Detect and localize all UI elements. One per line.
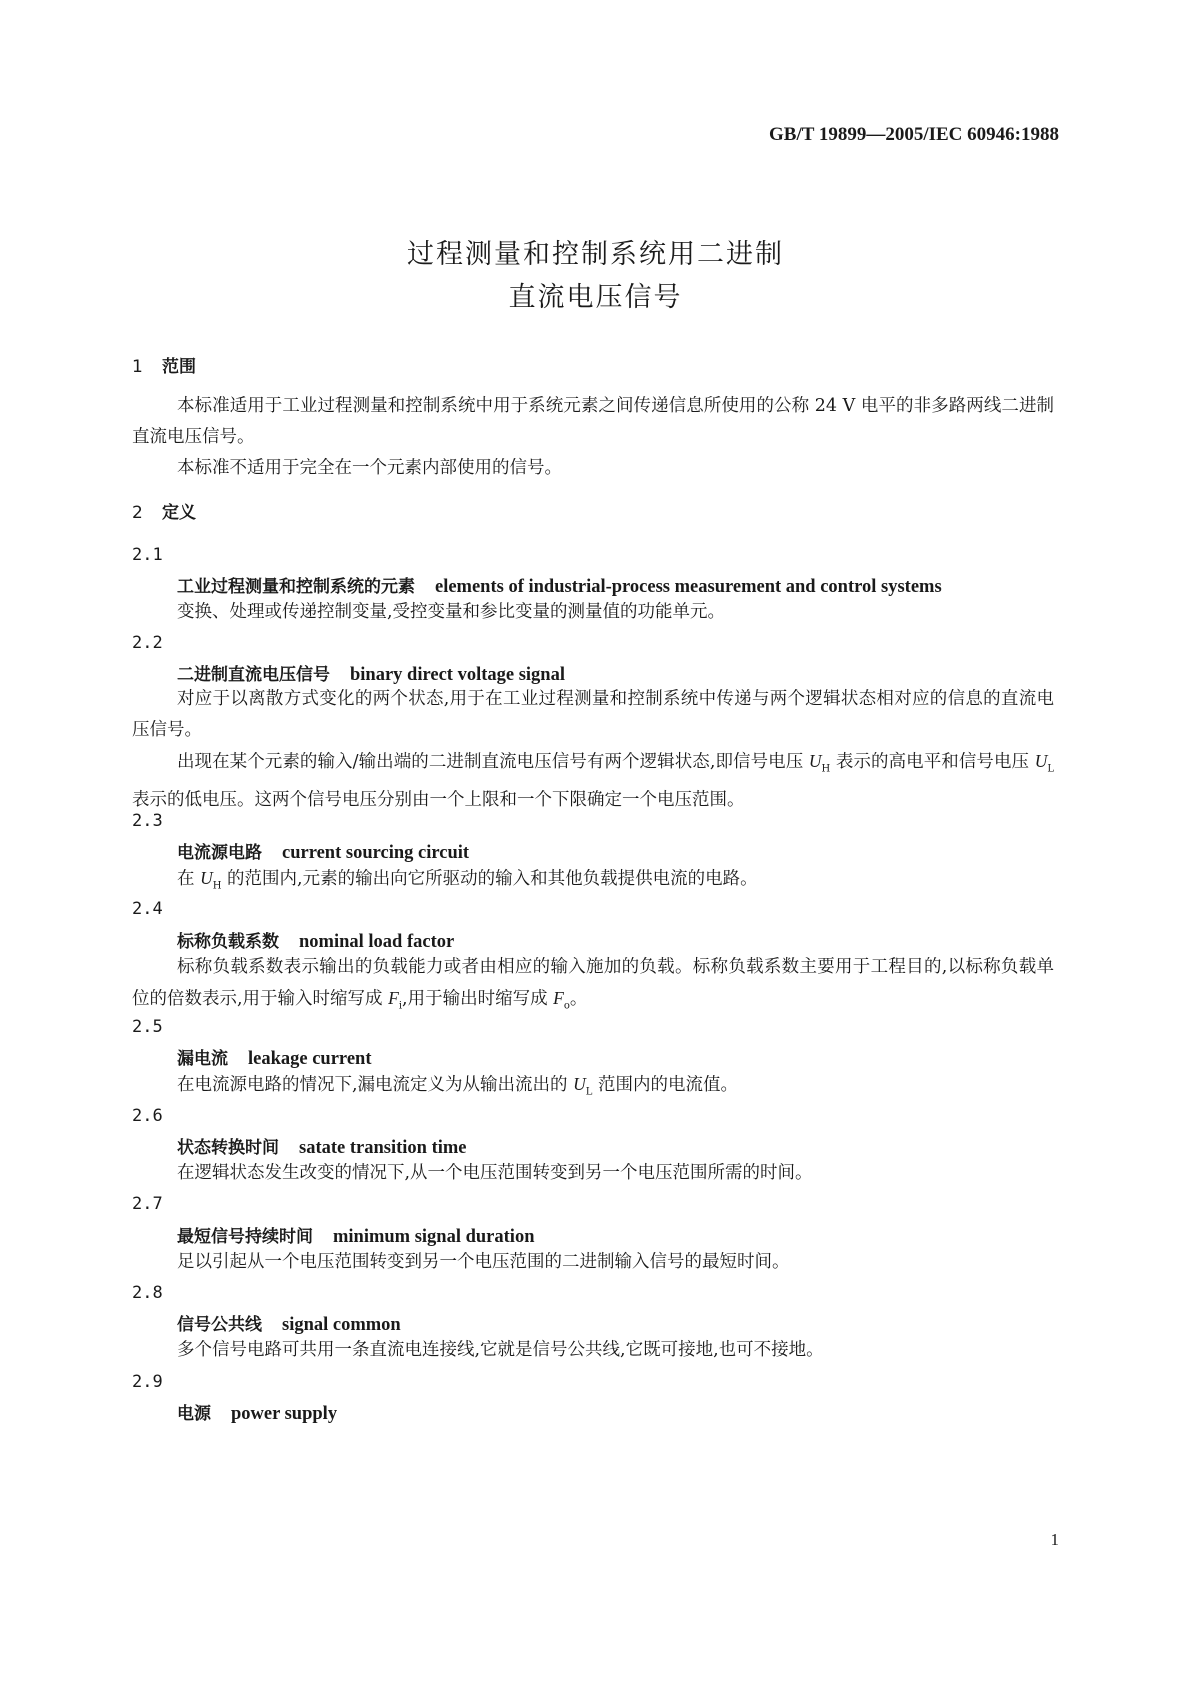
term-en: power supply — [231, 1404, 338, 1424]
clause-number: 2.3 — [132, 811, 163, 831]
section-number: 2 — [132, 503, 143, 523]
section-2-heading — [132, 498, 196, 523]
clause-number: 2.4 — [132, 899, 163, 919]
term-heading — [177, 1310, 401, 1336]
term-en: leakage current — [248, 1049, 372, 1069]
clause-number: 2.9 — [132, 1372, 163, 1392]
section-title: 范围 — [162, 357, 196, 377]
term-heading — [177, 1399, 337, 1425]
definition-text: 对应于以离散方式变化的两个状态,用于在工业过程测量和控制系统中传递与两个逻辑状态相对应的信息的直流电压信号。 — [132, 689, 1054, 740]
term-en: minimum signal duration — [333, 1227, 535, 1247]
term-heading — [177, 1044, 371, 1070]
definition-text: 在逻辑状态发生改变的情况下,从一个电压范围转变到另一个电压范围所需的时间。 — [177, 1163, 813, 1183]
standard-code: GB/T 19899—2005/IEC 60946:1988 — [769, 124, 1059, 145]
scope-paragraph-1: 本标准适用于工业过程测量和控制系统中用于系统元素之间传递信息所使用的公称 24 V 电平的非多路两线二进制直流电压信号。 — [132, 396, 1054, 447]
page-number: 1 — [1050, 1530, 1059, 1549]
section-1-heading — [132, 352, 196, 377]
term-zh: 工业过程测量和控制系统的元素 — [177, 577, 415, 597]
definition-text: 标称负载系数表示输出的负载能力或者由相应的输入施加的负载。标称负载系数主要用于工程目的,以标称负载单位的倍数表示,用于输入时缩写成 $F_i$,用于输出时缩写成 $F_o$。 — [132, 957, 1054, 1012]
term-zh: 信号公共线 — [177, 1315, 262, 1335]
definition-text-2: 出现在某个元素的输入/输出端的二进制直流电压信号有两个逻辑状态,即信号电压 $U_H$ 表示的高电平和信号电压 $U_L$ 表示的低电压。这两个信号电压分别由一个上限和一个下限确定一个电压范围。 — [132, 751, 1054, 810]
definition-text: 在电流源电路的情况下,漏电流定义为从输出流出的 $U_L$ 范围内的电流值。 — [177, 1074, 738, 1098]
term-zh: 二进制直流电压信号 — [177, 665, 330, 685]
clause-number: 2.2 — [132, 633, 163, 653]
term-heading — [177, 1222, 535, 1248]
clause-number: 2.6 — [132, 1106, 163, 1126]
document-title-line1: 过程测量和控制系统用二进制 — [407, 239, 784, 270]
clause-number: 2.8 — [132, 1283, 163, 1303]
clause-number: 2.5 — [132, 1017, 163, 1037]
term-heading — [177, 572, 942, 598]
term-zh: 标称负载系数 — [177, 932, 279, 952]
clause-number: 2.7 — [132, 1194, 163, 1214]
section-number: 1 — [132, 357, 143, 377]
term-en: binary direct voltage signal — [350, 665, 565, 685]
document-title-line2: 直流电压信号 — [508, 282, 683, 313]
term-heading — [177, 660, 565, 686]
section-title: 定义 — [162, 503, 196, 523]
term-heading — [177, 838, 469, 864]
definition-text: 变换、处理或传递控制变量,受控变量和参比变量的测量值的功能单元。 — [177, 602, 726, 622]
definition-text: 足以引起从一个电压范围转变到另一个电压范围的二进制输入信号的最短时间。 — [177, 1252, 790, 1272]
term-zh: 最短信号持续时间 — [177, 1227, 313, 1247]
term-heading — [177, 927, 454, 953]
term-en: elements of industrial-process measurement and control systems — [435, 577, 942, 597]
term-en: signal common — [282, 1315, 401, 1335]
clause-number: 2.1 — [132, 545, 163, 565]
term-zh: 状态转换时间 — [177, 1138, 279, 1158]
definition-text: 在 $U_H$ 的范围内,元素的输出向它所驱动的输入和其他负载提供电流的电路。 — [177, 868, 758, 892]
term-zh: 电源 — [177, 1404, 211, 1424]
term-en: current sourcing circuit — [282, 843, 470, 863]
scope-paragraph-2: 本标准不适用于完全在一个元素内部使用的信号。 — [177, 458, 562, 478]
term-en: nominal load factor — [299, 932, 455, 952]
term-heading — [177, 1133, 467, 1159]
term-zh: 电流源电路 — [177, 843, 262, 863]
definition-text: 多个信号电路可共用一条直流电连接线,它就是信号公共线,它既可接地,也可不接地。 — [177, 1340, 824, 1360]
term-en: satate transition time — [299, 1138, 467, 1158]
term-zh: 漏电流 — [177, 1049, 228, 1069]
